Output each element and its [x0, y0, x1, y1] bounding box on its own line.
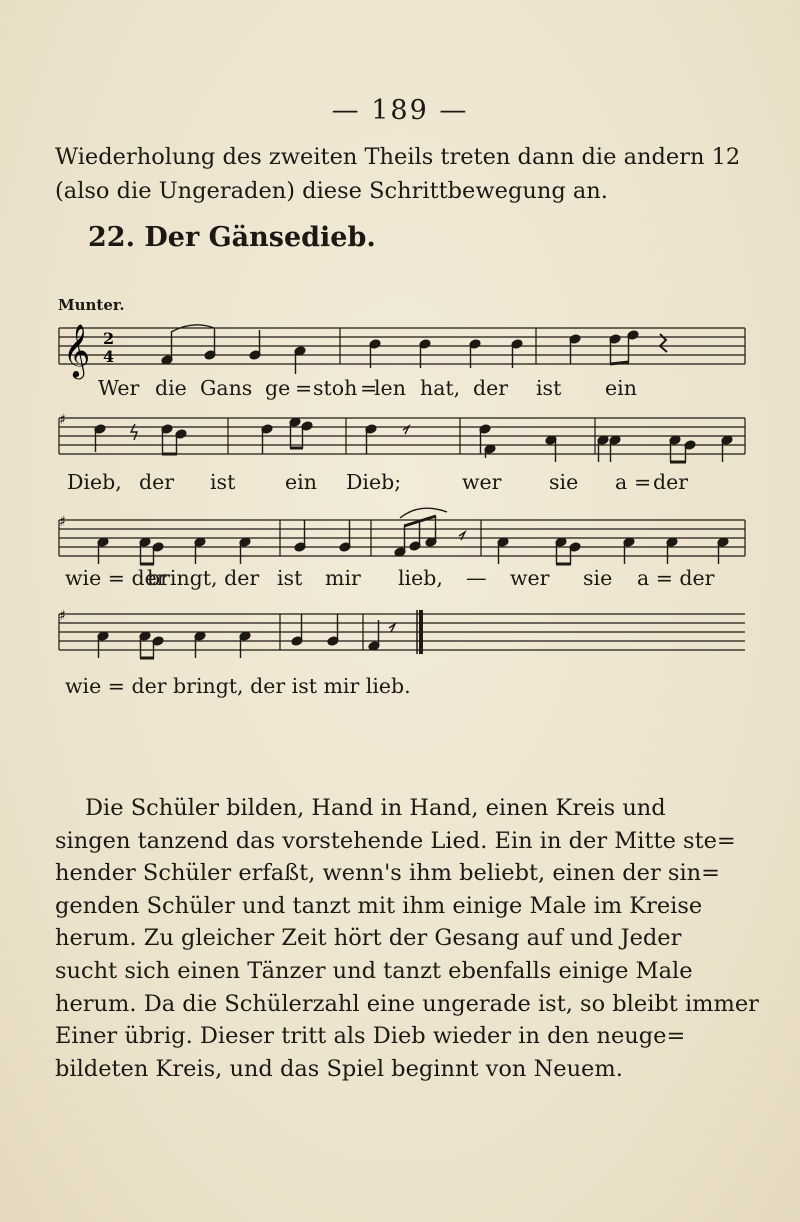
lyric-syllable: der	[473, 376, 509, 400]
lyric-syllable: ist	[536, 376, 562, 400]
lyric-syllable: Gans	[200, 376, 253, 400]
lyric-syllable: len	[374, 376, 406, 400]
lyric-syllable: sie	[583, 566, 613, 590]
lyric-syllable: Dieb,	[67, 470, 122, 494]
text-line: bildeten Kreis, und das Spiel beginnt von Neuem.	[55, 1055, 623, 1082]
intro-paragraph	[55, 140, 755, 208]
text-line: genden Schüler und tanzt mit ihm einige Male im Kreise	[55, 892, 703, 919]
lyric-syllable: ist	[277, 566, 303, 590]
lyric-syllable: ein	[605, 376, 637, 400]
lyric-syllable: hat,	[420, 376, 461, 400]
time-signature-bottom: 4	[103, 347, 115, 366]
lyric-syllable: stoh	[313, 376, 358, 400]
lyric-syllable: wer	[462, 470, 502, 494]
lyric-syllable: lieb,	[398, 566, 443, 590]
music-staff-3	[55, 506, 755, 566]
text-line: herum. Da die Schülerzahl eine ungerade ist, so bleibt immer	[55, 990, 759, 1017]
text-line: hender Schüler erfaßt, wenn's ihm beliebt, einen der sin=	[55, 860, 720, 887]
text-line: sucht sich einen Tänzer und tanzt ebenfalls einige Male	[55, 957, 693, 984]
lyric-syllable: Dieb;	[346, 470, 402, 494]
tempo-marking: Munter.	[58, 296, 125, 314]
lyric-syllable: a	[615, 470, 628, 494]
lyric-syllable: der	[653, 470, 689, 494]
page-number: — 189 —	[331, 95, 469, 126]
music-staff-4	[55, 600, 755, 660]
lyric-syllable: a = der	[637, 566, 715, 590]
lyric-syllable: mir	[325, 566, 361, 590]
song-title: 22. Der Gänsedieb.	[88, 222, 376, 253]
lyric-syllable: =	[634, 470, 652, 494]
text-line: (also die Ungeraden) diese Schrittbewegung an.	[55, 178, 608, 204]
music-staff-2	[55, 412, 755, 472]
lyric-syllable: —	[466, 566, 487, 590]
lyric-syllable: bringt, der	[147, 566, 260, 590]
key-signature-icon: ♯	[59, 412, 66, 428]
time-signature-top: 2	[103, 329, 115, 348]
lyric-syllable: ge	[265, 376, 291, 400]
staff-4-svg	[55, 600, 755, 660]
key-signature-icon: ♯	[59, 608, 66, 624]
text-line: Einer übrig. Dieser tritt als Dieb wieder in den neuge=	[55, 1023, 686, 1050]
lyric-line-4: wie = der bringt, der ist mir lieb.	[65, 674, 411, 698]
key-signature-icon: ♯	[59, 514, 66, 530]
lyric-syllable: wie = der	[65, 566, 167, 590]
lyric-syllable: die	[155, 376, 187, 400]
lyric-syllable: der	[139, 470, 175, 494]
treble-clef-icon: 𝄞	[63, 323, 91, 377]
text-line: Wiederholung des zweiten Theils treten dann die andern 12	[55, 144, 741, 170]
body-paragraph	[55, 792, 759, 1085]
lyric-syllable: ist	[210, 470, 236, 494]
music-staff-1	[55, 322, 755, 382]
lyric-syllable: =	[295, 376, 313, 400]
lyric-syllable: =	[360, 376, 378, 400]
lyric-syllable: sie	[549, 470, 579, 494]
staff-2-svg	[55, 412, 755, 472]
lyric-syllable: ein	[285, 470, 317, 494]
text-line: Die Schüler bilden, Hand in Hand, einen Kreis und	[85, 795, 666, 821]
lyric-syllable: Wer	[98, 376, 140, 400]
staff-1-svg	[55, 322, 755, 382]
staff-3-svg	[55, 506, 755, 566]
lyric-syllable: wer	[510, 566, 550, 590]
text-line: herum. Zu gleicher Zeit hört der Gesang auf und Jeder	[55, 925, 682, 952]
text-line: singen tanzend das vorstehende Lied. Ein in der Mitte ste=	[55, 827, 736, 854]
